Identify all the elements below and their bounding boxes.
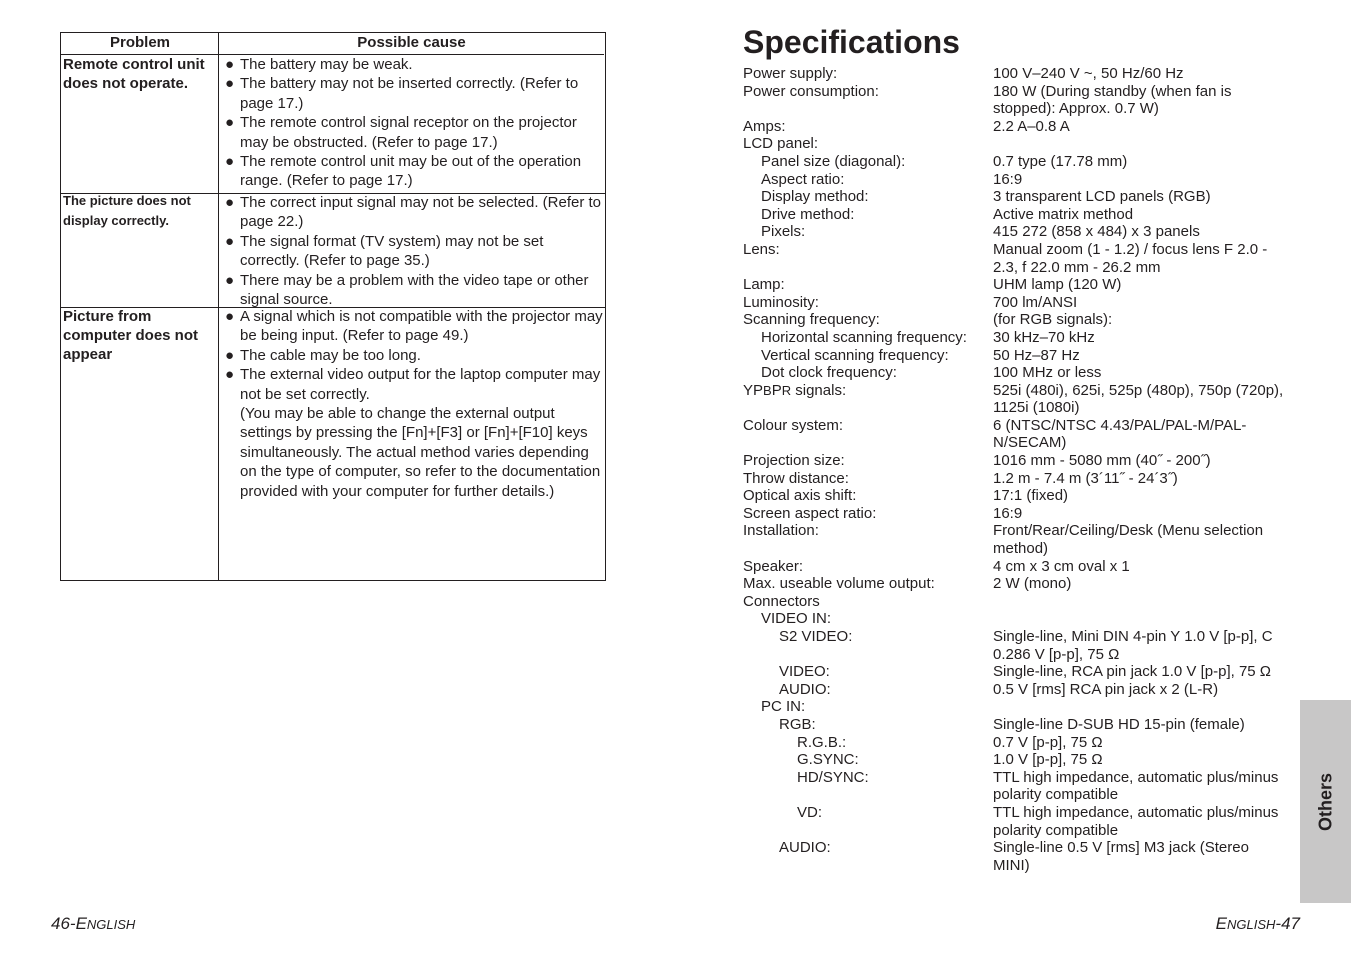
spec-label: Lens:: [743, 240, 780, 258]
spec-value: [993, 135, 1288, 153]
spec-value: 525i (480i), 625i, 525p (480p), 750p (720p), 1125i (1080i): [993, 381, 1284, 417]
spec-label: Max. useable volume output:: [743, 575, 935, 593]
spec-label: YPBPR signals:: [743, 381, 847, 399]
cause-item: ● The signal format (TV system) may not be set correctly. (Refer to page 35.): [225, 232, 544, 270]
spec-label: LCD panel:: [743, 135, 819, 153]
spec-value: 0.7 type (17.78 mm): [993, 152, 1128, 170]
spec-value: Manual zoom (1 - 1.2) / focus lens F 2.0 - 2.3, f 22.0 mm - 26.2 mm: [993, 240, 1268, 276]
spec-label: Aspect ratio:: [761, 170, 845, 188]
spec-row: [743, 628, 1288, 663]
spec-label: Power supply:: [743, 65, 838, 82]
section-tab: [1300, 700, 1351, 903]
page-number-left: 46-ENGLISH: [51, 914, 136, 933]
spec-value: 30 kHz–70 kHz: [993, 328, 1095, 346]
spec-value: [993, 593, 1288, 611]
spec-value: 2.2 A–0.8 A: [993, 117, 1070, 135]
spec-value: 17:1 (fixed): [993, 487, 1069, 505]
spec-label: Horizontal scanning frequency:: [761, 328, 967, 346]
spec-value: 16:9: [993, 170, 1023, 188]
spec-row: [743, 698, 1288, 716]
cause-item: ● The remote control signal receptor on the projector may be obstructed. (Refer to page 17.): [225, 114, 577, 151]
spec-label: Power consumption:: [743, 82, 879, 100]
table-row: [61, 307, 605, 580]
spec-label: PC IN:: [761, 698, 806, 716]
spec-value: 100 MHz or less: [993, 364, 1102, 382]
spec-value: [993, 698, 1288, 716]
cause-item: ● The external video output for the laptop computer may not be set correctly. (You may be able to change the external output settings by pressing the [Fn]+[F3] or [Fn]+[F10] keys simultaneously. The actual method varies depending on the type of computer, so refer to the documentation provided with your computer for further details.): [225, 365, 605, 501]
spec-value: 4 cm x 3 cm oval x 1: [993, 557, 1130, 575]
spec-label: S2 VIDEO:: [779, 628, 853, 645]
spec-row: [743, 153, 1288, 171]
spec-value: Active matrix method: [993, 205, 1134, 223]
cause-item: ● The cable may be too long.: [225, 346, 421, 364]
bullet-icon: ●: [225, 194, 235, 211]
spec-label: Projection size:: [743, 452, 845, 470]
spec-value: TTL high impedance, automatic plus/minus polarity compatible: [993, 803, 1279, 839]
bullet-icon: ●: [225, 346, 235, 364]
spec-row: [743, 65, 1288, 83]
spec-label: Drive method:: [761, 205, 855, 223]
problem-cell: Picture from computer does not appear: [63, 308, 199, 363]
cause-note: (You may be able to change the external output settings by pressing the [Fn]+[F3] or [Fn]+[F10] keys simultaneously. The actual method varies depending on the type of computer, so refer to the documentation provided with your computer for further details.): [240, 405, 601, 500]
spec-row: [743, 276, 1288, 294]
spec-label: VIDEO IN:: [761, 610, 832, 628]
spec-row: [743, 470, 1288, 488]
spec-row: [743, 839, 1288, 874]
spec-row: [743, 505, 1288, 523]
spec-row: [743, 769, 1288, 804]
cause-item: ● The battery may not be inserted correctly. (Refer to page 17.): [225, 75, 579, 112]
page-title: Specifications: [743, 24, 960, 60]
spec-value: 180 W (During standby (when fan is stopped): Approx. 0.7 W): [993, 82, 1232, 118]
spec-label: Scanning frequency:: [743, 311, 880, 329]
spec-label: Throw distance:: [743, 469, 849, 487]
spec-value: Single-line D-SUB HD 15-pin (female): [993, 715, 1245, 733]
spec-label: Vertical scanning frequency:: [761, 346, 949, 364]
spec-row: [743, 188, 1288, 206]
spec-row: [743, 171, 1288, 189]
spec-row: [743, 241, 1288, 276]
spec-value: 6 (NTSC/NTSC 4.43/PAL/PAL-M/PAL-N/SECAM): [993, 416, 1247, 452]
header-problem: Problem: [61, 33, 219, 55]
spec-label: R.G.B.:: [797, 733, 847, 751]
spec-label: HD/SYNC:: [797, 768, 869, 786]
spec-label: Connectors: [743, 592, 820, 610]
spec-label: Luminosity:: [743, 293, 819, 311]
cause-item: ● The remote control unit may be out of the operation range. (Refer to page 17.): [225, 153, 582, 190]
header-possible-cause: Possible cause: [219, 33, 604, 55]
spec-row: [743, 716, 1288, 734]
spec-row: [743, 118, 1288, 136]
troubleshooting-table: [60, 32, 606, 581]
spec-row: [743, 751, 1288, 769]
spec-row: [743, 206, 1288, 224]
bullet-icon: ●: [225, 114, 235, 132]
cause-item: ● There may be a problem with the video tape or other signal source.: [225, 271, 589, 309]
bullet-icon: ●: [225, 75, 235, 93]
spec-row: [743, 329, 1288, 347]
spec-value: 50 Hz–87 Hz: [993, 346, 1080, 364]
spec-row: [743, 610, 1288, 628]
bullet-icon: ●: [225, 153, 235, 171]
bullet-icon: ●: [225, 366, 235, 384]
spec-row: [743, 223, 1288, 241]
spec-value: 1.0 V [p-p], 75 Ω: [993, 751, 1103, 769]
bullet-icon: ●: [225, 232, 235, 250]
bullet-icon: ●: [225, 308, 235, 325]
spec-row: [743, 575, 1288, 593]
bullet-icon: ●: [225, 56, 235, 73]
spec-value: Single-line 0.5 V [rms] M3 jack (Stereo MINI): [993, 839, 1249, 874]
spec-label: RGB:: [779, 715, 816, 733]
cause-item: ● The correct input signal may not be selected. (Refer to page 22.): [225, 194, 602, 231]
cause-list: [225, 55, 605, 191]
spec-value: 0.5 V [rms] RCA pin jack x 2 (L-R): [993, 680, 1219, 698]
page-number-right: ENGLISH-47: [1215, 914, 1300, 933]
spec-value: (for RGB signals):: [993, 311, 1113, 329]
specifications-list: [743, 65, 1288, 874]
problem-cell: The picture does not display correctly.: [63, 193, 191, 228]
spec-value: 100 V–240 V ~, 50 Hz/60 Hz: [993, 65, 1184, 82]
spec-row: [743, 135, 1288, 153]
spec-row: [743, 663, 1288, 681]
spec-label: VIDEO:: [779, 663, 830, 681]
spec-value: 415 272 (858 x 484) x 3 panels: [993, 223, 1200, 241]
spec-row: [743, 382, 1288, 417]
spec-label: Dot clock frequency:: [761, 364, 897, 382]
spec-label: Pixels:: [761, 223, 806, 241]
problem-cell: Remote control unit does not operate.: [63, 56, 205, 92]
spec-row: [743, 804, 1288, 839]
spec-value: Single-line, RCA pin jack 1.0 V [p-p], 75 Ω: [993, 663, 1272, 681]
spec-label: AUDIO:: [779, 839, 831, 857]
spec-value: Front/Rear/Ceiling/Desk (Menu selection method): [993, 522, 1264, 558]
spec-value: UHM lamp (120 W): [993, 276, 1122, 294]
spec-label: Screen aspect ratio:: [743, 504, 877, 522]
cause-item: ● The battery may be weak.: [225, 56, 413, 73]
spec-label: Speaker:: [743, 557, 804, 575]
spec-row: [743, 734, 1288, 752]
spec-value: 1.2 m - 7.4 m (3´11˝ - 24´3˝): [993, 469, 1178, 487]
spec-label: AUDIO:: [779, 680, 831, 698]
spec-row: [743, 522, 1288, 557]
spec-label: Panel size (diagonal):: [761, 152, 906, 170]
spec-row: [743, 83, 1288, 118]
spec-label: Amps:: [743, 117, 786, 135]
spec-label: G.SYNC:: [797, 751, 859, 769]
bullet-icon: ●: [225, 271, 235, 289]
spec-row: [743, 452, 1288, 470]
spec-row: [743, 364, 1288, 382]
spec-label: Optical axis shift:: [743, 487, 857, 505]
spec-label: VD:: [797, 803, 823, 821]
spec-value: 2 W (mono): [993, 575, 1072, 593]
spec-row: [743, 558, 1288, 576]
spec-value: Single-line, Mini DIN 4-pin Y 1.0 V [p-p], C 0.286 V [p-p], 75 Ω: [993, 628, 1273, 663]
spec-value: 1016 mm - 5080 mm (40˝ - 200˝): [993, 452, 1211, 470]
section-tab-label: Others: [1315, 772, 1335, 831]
cause-list: [225, 307, 605, 501]
spec-value: 3 transparent LCD panels (RGB): [993, 188, 1211, 206]
spec-row: [743, 311, 1288, 329]
spec-row: [743, 681, 1288, 699]
spec-label: Lamp:: [743, 276, 785, 294]
spec-value: TTL high impedance, automatic plus/minus polarity compatible: [993, 768, 1279, 804]
cause-item: ● A signal which is not compatible with the projector may be being input. (Refer to page 49.): [225, 308, 603, 345]
cause-list: [225, 193, 605, 309]
spec-row: [743, 593, 1288, 611]
spec-label: Display method:: [761, 188, 869, 206]
table-row: [61, 193, 605, 308]
spec-value: 700 lm/ANSI: [993, 293, 1078, 311]
spec-value: 16:9: [993, 504, 1023, 522]
spec-row: [743, 294, 1288, 312]
spec-value: [993, 610, 1288, 628]
spec-row: [743, 347, 1288, 365]
table-row: [61, 55, 605, 194]
spec-row: [743, 417, 1288, 452]
spec-label: Colour system:: [743, 416, 844, 434]
spec-label: Installation:: [743, 522, 819, 540]
spec-value: 0.7 V [p-p], 75 Ω: [993, 733, 1103, 751]
spec-row: [743, 487, 1288, 505]
